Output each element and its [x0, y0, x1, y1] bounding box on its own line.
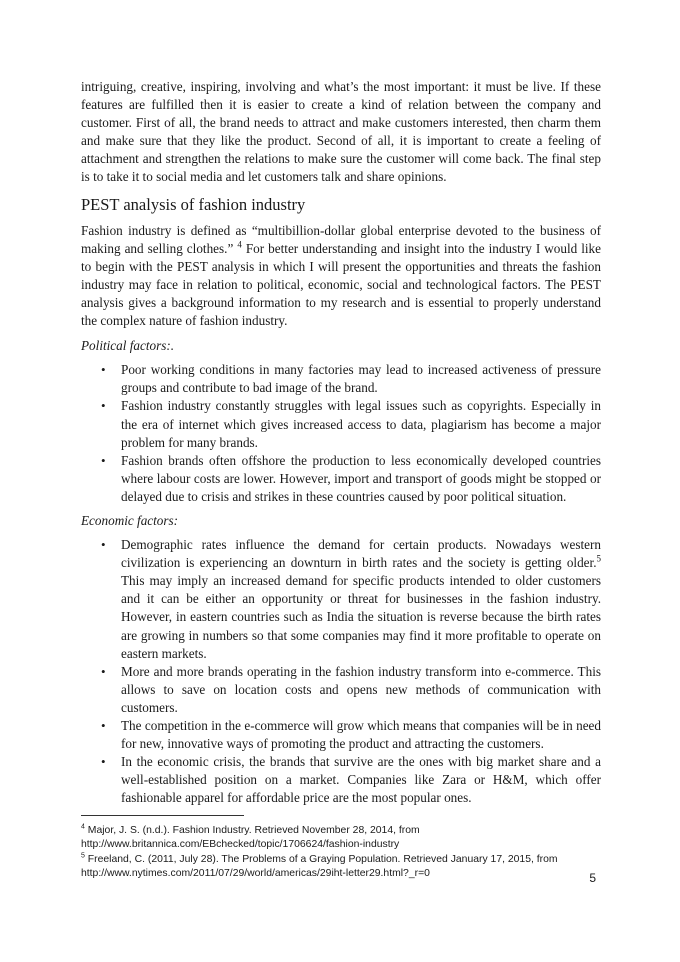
footnote-number: 5 [81, 852, 85, 860]
list-item: • Fashion brands often offshore the production to less economically developed countries where labour costs are lower. However, import and transport of goods might be stopped or delayed due to crisis and strikes in these countries caused by poor political situation. [101, 452, 601, 504]
bullet-icon: • [101, 718, 106, 733]
footnote-divider [81, 815, 244, 816]
pest-paragraph-part1: Fashion industry is defined as “multibillion-dollar global enterprise devoted to the business of making and selling clothes.” [81, 222, 601, 256]
list-item: • Fashion industry constantly struggles with legal issues such as copyrights. Especially in the era of internet which gives increased access to data, plagiarism has become a major problem for many brands. [101, 398, 601, 450]
footnote-ref-4: 4 [237, 239, 242, 250]
bullet-icon: • [101, 362, 106, 378]
footnote-5-line1: $^5$ Freeland, C. (2011, July 28). The Problems of a Graying Population. Retrieved January 17, 2015, from [81, 852, 558, 865]
footnote-number: 4 [81, 823, 85, 831]
footnote-ref-5: 5 [596, 553, 601, 564]
intro-paragraph: intriguing, creative, inspiring, involving and what’s the most important: it must be live. If these features are fulfilled then it is easier to create a kind of relation between the company and customer. First of all, the brand needs to attract and make customers interested, then charm them and make sure that they like the product. Second of all, it is important to create a feeling of attachment and strengthen the relations to make sure the customer will come back. The final step is to take it to social media and let customers talk and share opinions. [81, 79, 601, 185]
economic-factors-list [81, 536, 601, 807]
pest-paragraph [81, 222, 601, 331]
footnote-4-line1: $^4$ Major, J. S. (n.d.). Fashion Industry. Retrieved November 28, 2014, from [81, 823, 420, 836]
section-heading: PEST analysis of fashion industry [81, 194, 306, 214]
list-item: • The competition in the e-commerce will grow which means that companies will be in need for new, innovative ways of promoting the product and attracting the customers. [101, 718, 601, 752]
list-item: • Poor working conditions in many factories may lead to increased activeness of pressure groups and contribute to bad image of the brand. [101, 362, 601, 396]
footnote-4-url: http://www.britannica.com/EBchecked/topic/1706624/fashion-industry [81, 839, 400, 851]
bullet-icon: • [101, 398, 106, 414]
political-factors-heading: Political factors:. [81, 338, 175, 354]
footnotes [81, 824, 601, 882]
page-number: 5 [589, 871, 596, 885]
bullet-icon: • [101, 452, 106, 468]
pest-paragraph-part2: For better understanding and insight into the industry I would like to begin with the PEST analysis in which I will present the opportunities and threats the fashion industry may face in relation to political, economic, social and technological factors. The PEST analysis gives a background information to my research and is essential to properly understand the complex nature of fashion industry. [81, 240, 601, 329]
list-item: • In the economic crisis, the brands that survive are the ones with big market share and a well-established position on a market. Companies like Zara or H&M, which offer fashionable apparel for affordable price are the most popular ones. [101, 754, 601, 806]
bullet-icon: • [101, 754, 106, 770]
list-item: • Demographic rates influence the demand for certain products. Nowadays western civilization is experiencing an downturn in birth rates and the society is getting older.$^5$ This may imply an increased demand for specific products intended to older customers and it can be either an opportunity or threat for businesses in the fashion industry. However, in eastern countries such as India the situation is reverse because the birth rates are growing in numbers so that some companies may find it more profitable to operate on eastern markets. [101, 537, 601, 661]
list-item: • More and more brands operating in the fashion industry transform into e-commerce. This allows to save on location costs and opens new methods of communication with customers. [101, 663, 601, 715]
bullet-icon: • [101, 537, 106, 553]
footnote-5-url: http://www.nytimes.com/2011/07/29/world/americas/29iht-letter29.html?_r=0 [81, 868, 430, 880]
body-text [81, 78, 601, 813]
economic-factors-heading: Economic factors: [81, 512, 179, 528]
bullet-icon: • [101, 663, 106, 679]
political-factors-list [81, 361, 601, 506]
